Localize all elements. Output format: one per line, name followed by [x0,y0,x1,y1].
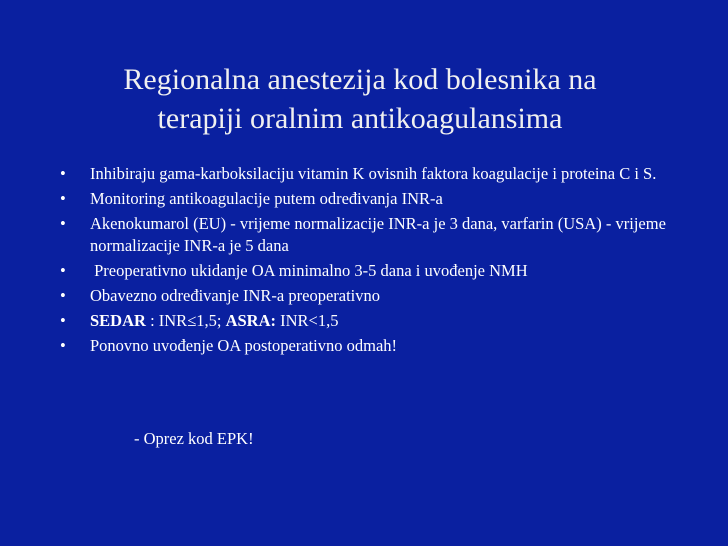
bullet-text: Monitoring antikoagulacije putem određivanja INR-a [90,189,443,208]
bullet-text: Inhibiraju gama-karboksilaciju vitamin K ovisnih faktora koagulacije i proteina C i S. [90,164,657,183]
bullet-text: Akenokumarol (EU) - vrijeme normalizacije INR-a je 3 dana, varfarin (USA) - vrijeme normalizacije INR-a je 5 dana [90,214,666,255]
bullet-list [60,163,680,360]
bullet-item [60,163,680,185]
bullet-item [60,285,680,307]
asra-value: INR<1,5 [276,311,339,330]
bullet-item [60,260,680,282]
bullet-item [60,335,680,357]
sub-note: - Oprez kod EPK! [134,429,254,448]
bullet-marker: • [60,311,66,330]
bullet-item [60,213,680,257]
sedar-value: : INR≤1,5; [145,311,226,330]
sedar-label: SEDAR [90,311,146,330]
slide-title [60,60,660,138]
bullet-marker: • [60,286,66,305]
bullet-marker: • [60,261,66,280]
bullet-marker: • [60,336,66,355]
bullet-marker: • [60,214,66,233]
title-line-1: Regionalna anestezija kod bolesnika na [123,63,597,96]
bullet-item [60,188,680,210]
bullet-text: Obavezno određivanje INR-a preoperativno [90,286,381,305]
bullet-text: Ponovno uvođenje OA postoperativno odmah! [90,336,398,355]
bullet-item-inr-thresholds [60,310,680,332]
bullet-marker: • [60,164,66,183]
bullet-text: Preoperativno ukidanje OA minimalno 3-5 dana i uvođenje NMH [90,261,528,280]
bullet-marker: • [60,189,66,208]
title-line-2: terapiji oralnim antikoagulansima [157,102,563,135]
asra-label: ASRA: [225,311,276,330]
